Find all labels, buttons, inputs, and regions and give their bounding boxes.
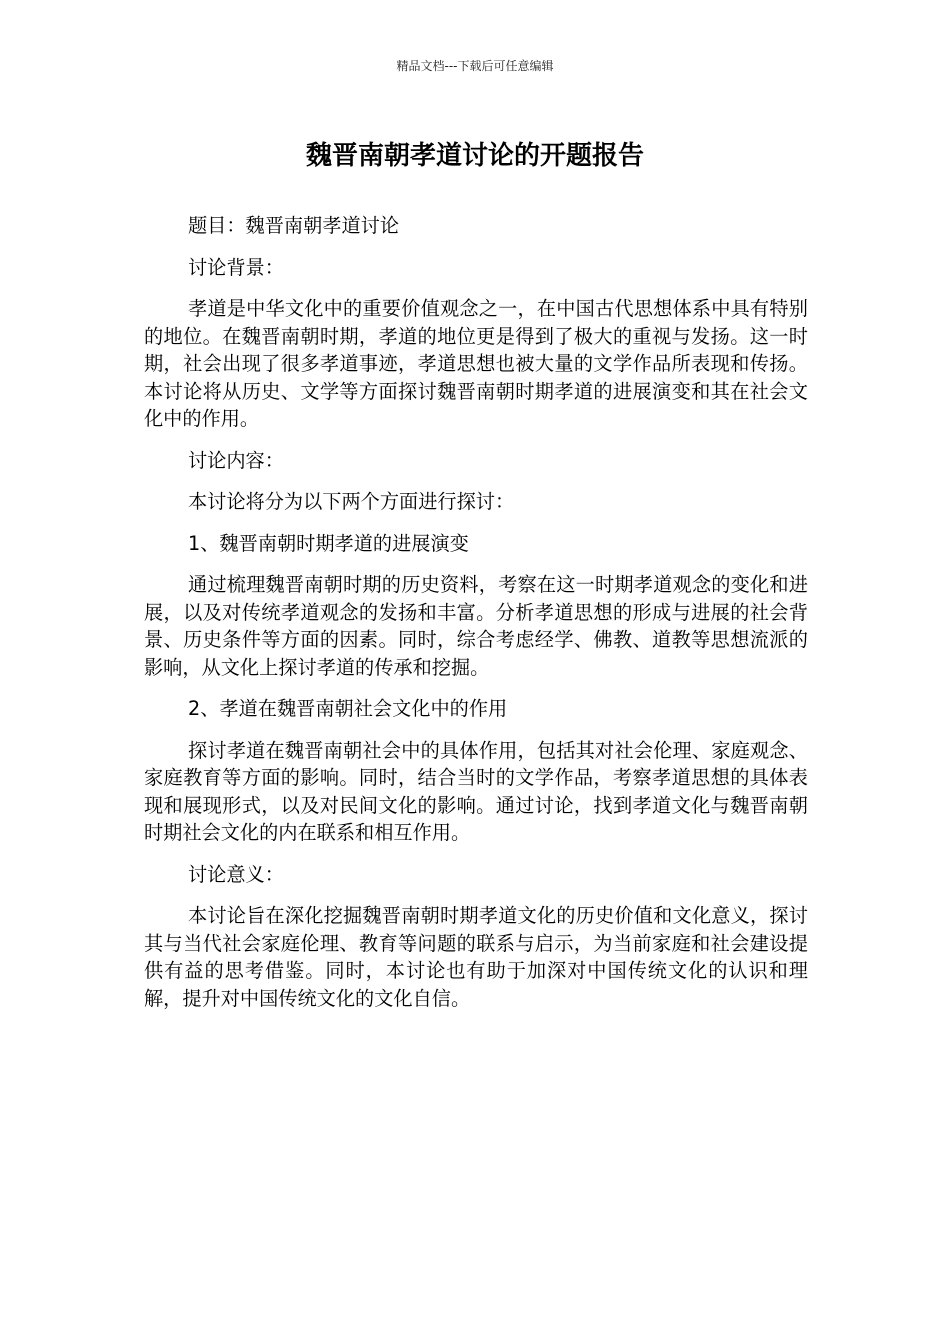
- background-heading: 讨论背景：: [188, 255, 284, 279]
- background-paragraph: 孝道是中华文化中的重要价值观念之一，在中国古代思想体系中具有特别的地位。在魏晋南朝时期，孝道的地位更是得到了极大的重视与发扬。这一时期，社会出现了很多孝道事迹，孝道思想也被大量的文学作品所表现和传扬。本讨论将从历史、文学等方面探讨魏晋南朝时期孝道的进展演变和其在社会文化中的作用。: [144, 297, 808, 430]
- document-body: [144, 212, 808, 1026]
- topic-line: 题目：魏晋南朝孝道讨论: [188, 214, 400, 237]
- significance-heading: 讨论意义：: [188, 862, 284, 886]
- header-note: 精品文档---下载后可任意编辑: [396, 59, 554, 73]
- section-2-paragraph: 探讨孝道在魏晋南朝社会中的具体作用，包括其对社会伦理、家庭观念、家庭教育等方面的影响。同时，结合当时的文学作品，考察孝道思想的具体表现和展现形式，以及对民间文化的影响。通过讨论，找到孝道文化与魏晋南朝时期社会文化的内在联系和相互作用。: [144, 738, 808, 844]
- section-1-heading: 1、魏晋南朝时期孝道的进展演变: [188, 531, 469, 555]
- content-heading: 讨论内容：: [188, 448, 284, 472]
- document-title: 魏晋南朝孝道讨论的开题报告: [305, 141, 644, 171]
- section-1-paragraph: 通过梳理魏晋南朝时期的历史资料，考察在这一时期孝道观念的变化和进展，以及对传统孝道观念的发扬和丰富。分析孝道思想的形成与进展的社会背景、历史条件等方面的因素。同时，综合考虑经学、佛教、道教等思想流派的影响，从文化上探讨孝道的传承和挖掘。: [144, 573, 808, 679]
- content-intro: 本讨论将分为以下两个方面进行探讨：: [188, 490, 515, 513]
- section-2-heading: 2、孝道在魏晋南朝社会文化中的作用: [188, 697, 508, 720]
- significance-paragraph: 本讨论旨在深化挖掘魏晋南朝时期孝道文化的历史价值和文化意义，探讨其与当代社会家庭伦理、教育等问题的联系与启示，为当前家庭和社会建设提供有益的思考借鉴。同时，本讨论也有助于加深对中国传统文化的认识和理解，提升对中国传统文化的文化自信。: [144, 904, 808, 1010]
